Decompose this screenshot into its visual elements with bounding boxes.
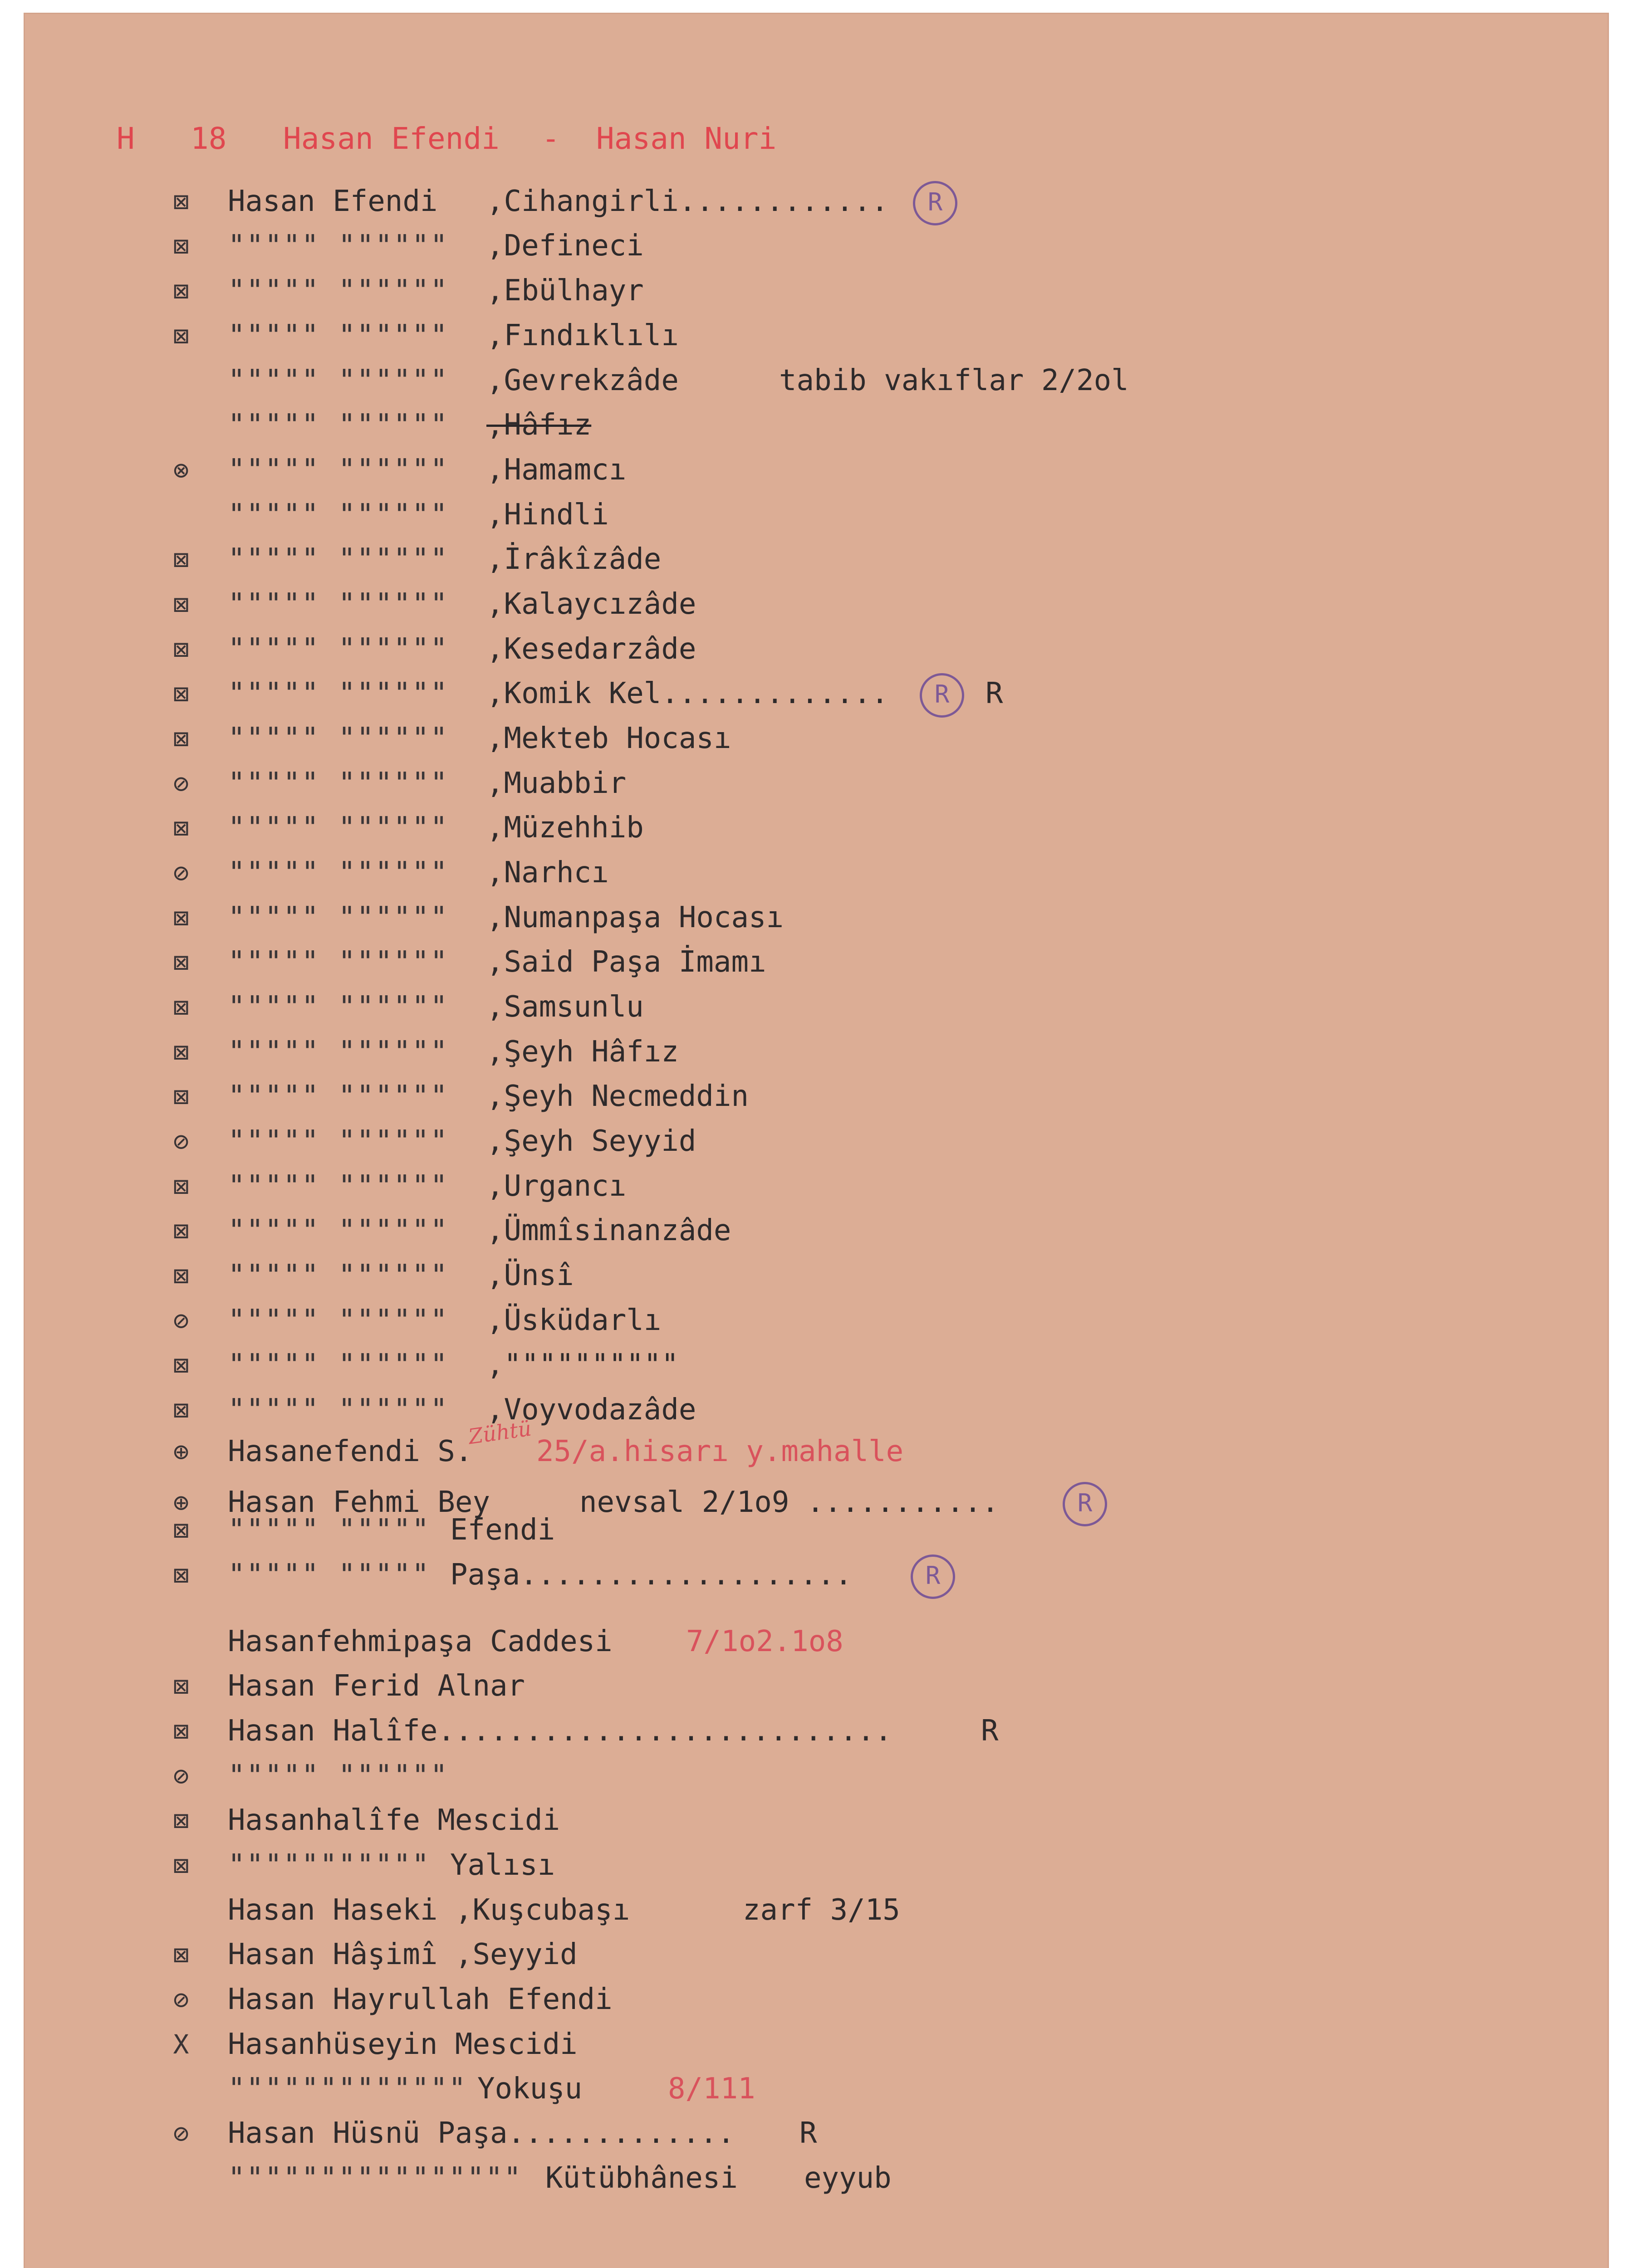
ditto-marks: """"" """"""	[228, 722, 449, 755]
red-reference: 25/a.hisarı y.mahalle	[536, 1435, 904, 1468]
register-letter: R	[799, 2116, 817, 2150]
entry-detail: ,Kalaycızâde	[486, 587, 696, 621]
entry-detail: ,Ünsî	[486, 1259, 574, 1292]
catalog-mark-icon: ⊠	[173, 812, 189, 843]
entry-detail: ,""""""""""	[486, 1348, 679, 1382]
catalog-mark-icon: ⊠	[173, 1036, 189, 1067]
entry-row	[24, 1843, 1609, 1887]
entry-row	[24, 1664, 1609, 1708]
ditto-marks: """"" """"""	[228, 677, 449, 710]
catalog-mark-icon: ⊠	[173, 1394, 189, 1425]
entry-row	[24, 2022, 1609, 2067]
ditto-marks: """"" """"""	[228, 587, 449, 621]
catalog-mark-icon: ⊠	[173, 320, 189, 351]
ditto-marks: """""""""""""	[228, 2072, 467, 2106]
entry-detail: ,Mekteb Hocası	[486, 722, 731, 755]
entry-name: Hasan Hâşimî ,Seyyid	[228, 1938, 578, 1971]
red-reference: 7/1o2.1o8	[686, 1625, 843, 1658]
entry-row	[24, 1798, 1609, 1843]
entry-detail: ,Komik Kel.............	[486, 677, 889, 710]
header-range-start: Hasan Efendi	[283, 121, 500, 156]
ditto-marks: """"" """"""	[228, 408, 449, 442]
register-stamp: R	[913, 181, 957, 225]
catalog-mark-icon: ⊠	[173, 1515, 189, 1545]
catalog-mark-icon: ⊘	[173, 1984, 189, 2015]
entry-row	[24, 761, 1609, 806]
register-stamp: R	[911, 1554, 955, 1599]
catalog-mark-icon: ⊠	[173, 947, 189, 978]
ditto-marks: """"" """"""	[228, 543, 449, 576]
catalog-mark-icon: ⊠	[173, 902, 189, 933]
entry-row	[24, 493, 1609, 537]
entry-row	[24, 1164, 1609, 1208]
catalog-mark-icon: ⊠	[173, 544, 189, 575]
red-reference: 8/111	[668, 2072, 755, 2106]
entry-note: tabib vakıflar 2/2ol	[779, 364, 1129, 397]
entry-detail: ,Şeyh Necmeddin	[486, 1080, 749, 1113]
entry-row	[24, 1709, 1609, 1753]
ditto-marks: """"" """"""	[228, 1124, 449, 1158]
entry-row	[24, 358, 1609, 403]
entry-detail: ,Kesedarzâde	[486, 632, 696, 666]
catalog-mark-icon: ⊠	[173, 678, 189, 709]
ditto-marks: """"" """"""	[228, 856, 449, 890]
entry-row	[24, 2111, 1609, 2156]
entry-row	[24, 895, 1609, 940]
catalog-mark-icon: ⊠	[173, 1805, 189, 1836]
entry-detail: Efendi	[450, 1513, 555, 1547]
entry-detail: ,Ümmîsinanzâde	[486, 1214, 731, 1247]
entry-detail: ,Numanpaşa Hocası	[486, 901, 784, 934]
ditto-marks: """"" """"""	[228, 990, 449, 1024]
ditto-marks: """"" """"""	[228, 498, 449, 532]
entry-name: Hasan Hayrullah Efendi	[228, 1983, 613, 2016]
catalog-mark-icon: ⊠	[173, 634, 189, 665]
entry-row	[24, 179, 1609, 224]
ditto-marks: """"" """"""	[228, 364, 449, 397]
entry-row	[24, 448, 1609, 492]
entry-detail: ,Fındıklılı	[486, 319, 679, 352]
ditto-marks: """"" """"""	[228, 1759, 449, 1793]
ditto-marks: """""""""""	[228, 1848, 430, 1882]
entry-row	[24, 1977, 1609, 2022]
entry-detail: Paşa...................	[450, 1558, 853, 1592]
entry-row	[24, 1343, 1609, 1387]
entry-row	[24, 1888, 1609, 1932]
entry-detail: Yokuşu	[477, 2072, 583, 2106]
entry-name: Hasan Haseki ,Kuşcubaşı	[228, 1893, 630, 1927]
entry-row	[24, 403, 1609, 447]
entry-row	[24, 1208, 1609, 1253]
register-stamp: R	[1063, 1482, 1107, 1526]
catalog-mark-icon: ⊠	[173, 1215, 189, 1246]
entry-detail: ,Müzehhib	[486, 811, 644, 845]
ditto-marks: """"" """"""	[228, 1348, 449, 1382]
header-letter: H	[117, 121, 135, 156]
entry-row	[24, 313, 1609, 358]
ditto-marks: """"" """"""	[228, 1080, 449, 1113]
catalog-mark-icon: ⊠	[173, 1671, 189, 1701]
catalog-mark-icon: ⊠	[173, 1260, 189, 1291]
entry-detail: ,Urgancı	[486, 1169, 627, 1203]
ditto-marks: """"" """"""	[228, 1393, 449, 1427]
catalog-mark-icon: ⊠	[173, 992, 189, 1022]
catalog-mark-icon: ⊠	[173, 1081, 189, 1112]
entry-row	[24, 1074, 1609, 1119]
entry-name: Hasan Efendi	[228, 185, 438, 218]
entry-row	[24, 224, 1609, 268]
ditto-marks: """"" """"""	[228, 319, 449, 352]
entry-detail: ,İrâkîzâde	[486, 543, 662, 576]
catalog-mark-icon: ⊠	[173, 1716, 189, 1746]
catalog-mark-icon: ⊘	[173, 1760, 189, 1791]
catalog-mark-icon: ⊠	[173, 1939, 189, 1970]
register-letter: R	[981, 1714, 999, 1748]
ditto-marks: """"""""""""""""	[228, 2161, 522, 2195]
catalog-mark-icon: ⊕	[173, 1487, 189, 1518]
catalog-mark-icon: ⊘	[173, 768, 189, 799]
ditto-marks: """"" """"""	[228, 811, 449, 845]
entry-row	[24, 1553, 1609, 1597]
entry-row	[24, 269, 1609, 313]
catalog-mark-icon: ⊠	[173, 1349, 189, 1380]
entry-row	[24, 985, 1609, 1029]
entry-detail: ,Cihangirli............	[486, 185, 889, 218]
entry-name: Hasan Halîfe..........................	[228, 1714, 892, 1748]
entry-row	[24, 940, 1609, 984]
header-page-number: 18	[191, 121, 227, 156]
catalog-mark-icon: ⊗	[173, 455, 189, 485]
entry-detail: ,Gevrekzâde	[486, 364, 679, 397]
entry-row	[24, 582, 1609, 626]
catalog-mark-icon: ⊠	[173, 275, 189, 306]
entry-note: eyyub	[804, 2161, 892, 2195]
ditto-marks: """"" """"""	[228, 1304, 449, 1337]
catalog-mark-icon: ⊠	[173, 230, 189, 261]
register-letter: R	[986, 677, 1003, 710]
catalog-mark-icon: ⊠	[173, 186, 189, 217]
entry-detail: ,Defineci	[486, 229, 644, 263]
entry-detail: ,Muabbir	[486, 767, 627, 800]
entry-row	[24, 1030, 1609, 1074]
entry-name: Hasan Hüsnü Paşa.............	[228, 2116, 735, 2150]
catalog-mark-icon: ⊘	[173, 1126, 189, 1157]
catalog-mark-icon: ⊘	[173, 1305, 189, 1336]
entry-name: Hasan Fehmi Bey	[228, 1486, 490, 1519]
entry-row	[24, 627, 1609, 671]
catalog-mark-icon: ⊠	[173, 723, 189, 754]
entry-detail: Yalısı	[450, 1848, 555, 1882]
header-range-end: Hasan Nuri	[596, 121, 777, 156]
ditto-marks: """"" """"""	[228, 1259, 449, 1292]
entry-detail: ,Voyvodazâde	[486, 1393, 696, 1427]
catalog-mark-icon: ⊘	[173, 2118, 189, 2149]
entry-row	[24, 716, 1609, 761]
entry-name: Hasanfehmipaşa Caddesi	[228, 1625, 613, 1658]
ditto-marks: """"" """"""	[228, 945, 449, 979]
entry-detail: ,Samsunlu	[486, 990, 644, 1024]
entry-detail: Kütübhânesi	[545, 2161, 738, 2195]
entry-detail: ,Narhcı	[486, 856, 609, 890]
entry-note: nevsal 2/1o9 ...........	[579, 1486, 999, 1519]
ditto-marks: """"" """""	[228, 1558, 430, 1592]
entry-row	[24, 2156, 1609, 2200]
entry-detail: ,Üsküdarlı	[486, 1304, 662, 1337]
handwritten-note: Zühtü	[466, 1416, 533, 1449]
entry-row	[24, 1619, 1609, 1664]
catalog-mark-icon: ⊠	[173, 1171, 189, 1202]
entry-detail: ,Şeyh Seyyid	[486, 1124, 696, 1158]
entry-row	[24, 850, 1609, 895]
entry-name: Hasanhüseyin Mescidi	[228, 2028, 578, 2061]
entry-row	[24, 1754, 1609, 1798]
ditto-marks: """"" """"""	[228, 1035, 449, 1069]
ditto-marks: """"" """"""	[228, 767, 449, 800]
header-dash: -	[542, 121, 560, 156]
register-stamp: R	[920, 673, 964, 718]
entry-detail: ,Şeyh Hâfız	[486, 1035, 679, 1069]
catalog-mark-icon: ⊘	[173, 857, 189, 888]
ditto-marks: """"" """"""	[228, 1169, 449, 1203]
ditto-marks: """"" """"""	[228, 229, 449, 263]
archive-card	[24, 13, 1609, 2268]
entry-detail: ,Hâfız	[486, 408, 592, 442]
entry-name: Hasanefendi S.	[228, 1435, 473, 1468]
ditto-marks: """"" """"""	[228, 1214, 449, 1247]
ditto-marks: """"" """"""	[228, 901, 449, 934]
ditto-marks: """"" """"""	[228, 453, 449, 487]
entry-row	[24, 1253, 1609, 1298]
entry-row	[24, 1388, 1609, 1432]
entry-row	[24, 1508, 1609, 1552]
entry-detail: ,Hamamcı	[486, 453, 627, 487]
catalog-mark-icon: ⊠	[173, 589, 189, 620]
entry-name: Hasan Ferid Alnar	[228, 1669, 525, 1703]
entry-row	[24, 1119, 1609, 1163]
catalog-mark-icon: X	[173, 2029, 189, 2060]
entry-detail: ,Said Paşa İmamı	[486, 945, 766, 979]
entry-note: zarf 3/15	[743, 1893, 900, 1927]
entry-row	[24, 537, 1609, 582]
ditto-marks: """"" """"""	[228, 274, 449, 308]
entry-row	[24, 1932, 1609, 1977]
entry-detail: ,Hindli	[486, 498, 609, 532]
entry-row	[24, 1416, 1609, 1474]
entry-row	[24, 671, 1609, 716]
entry-detail: ,Ebülhayr	[486, 274, 644, 308]
ditto-marks: """"" """"""	[228, 632, 449, 666]
catalog-mark-icon: ⊠	[173, 1559, 189, 1590]
catalog-mark-icon: ⊕	[173, 1436, 189, 1467]
entry-row	[24, 2067, 1609, 2111]
entry-name: Hasanhalîfe Mescidi	[228, 1804, 560, 1837]
catalog-mark-icon: ⊠	[173, 1850, 189, 1881]
ditto-marks: """"" """""	[228, 1513, 430, 1547]
entry-row	[24, 1298, 1609, 1343]
entry-row	[24, 806, 1609, 850]
